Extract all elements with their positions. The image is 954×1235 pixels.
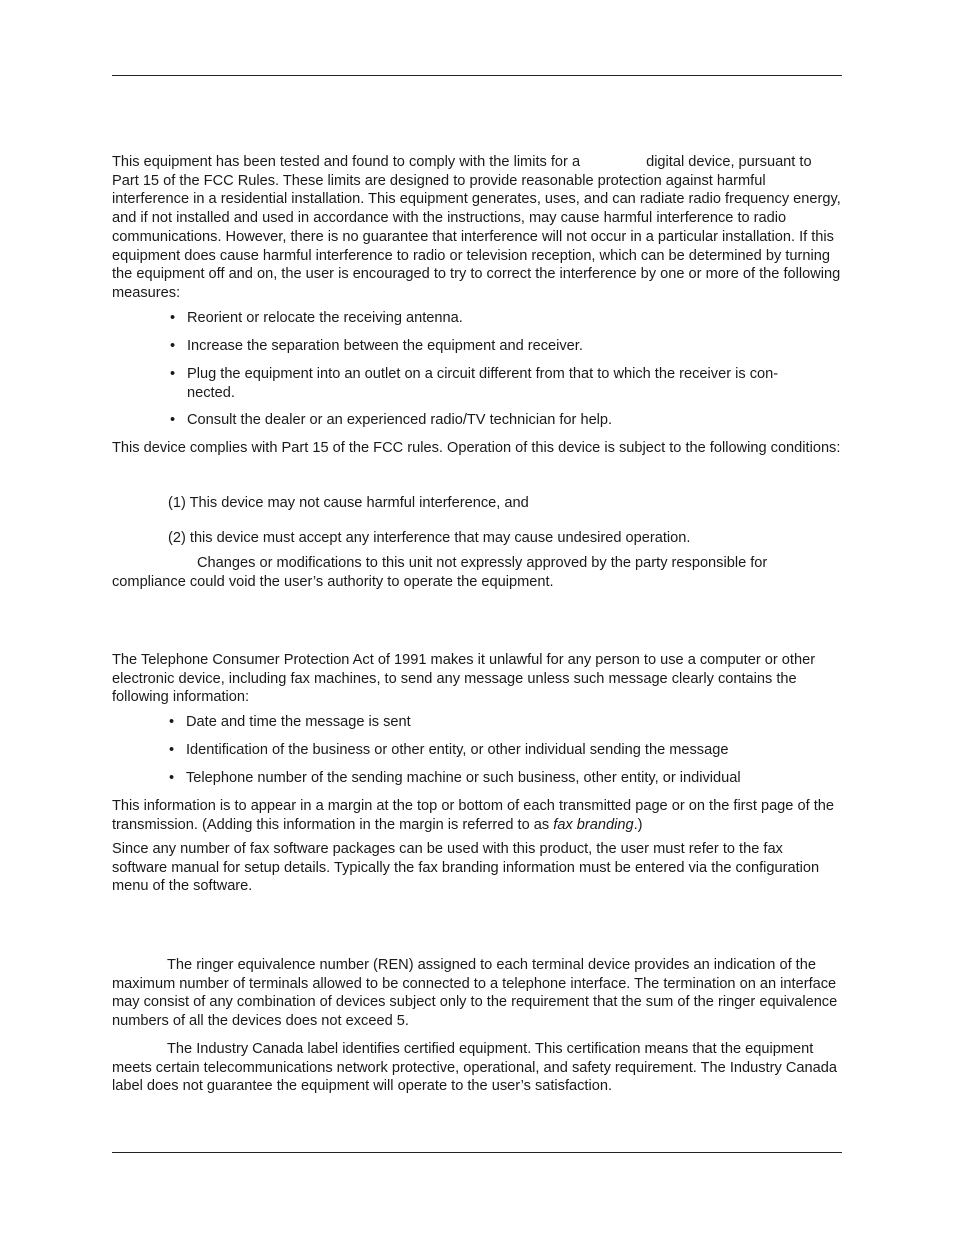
list-item — [169, 713, 829, 732]
header-rule — [112, 75, 842, 76]
tcpa-margin-paragraph — [112, 797, 842, 834]
list-item — [170, 337, 830, 356]
bullet-icon: • — [170, 310, 176, 326]
fax-branding-term: fax branding — [553, 816, 634, 833]
list-item — [170, 411, 830, 430]
list-item — [170, 365, 830, 402]
canada-ren-text: The ringer equivalence number (REN) assigned to each terminal device provides an indication of the maximum number of terminals allowed to be connected to a telephone interface. The termination on an interface may consist of any combination of devices subject only to the requirement that the sum of the ringer equivalence numbers of all the devices does not exceed 5. — [112, 957, 838, 1030]
canada-label-text: The Industry Canada label identifies certified equipment. This certification means that the equipment meets certain telecommunications network protective, operational, and safety requirement. The Industry Canada label does not guarantee the equipment will operate to the user’s satisfaction. — [112, 1041, 837, 1095]
fcc-intro-text-start: This equipment has been tested and found to comply with the limits for a — [112, 154, 581, 170]
list-item-text: Consult the dealer or an experienced radio/TV technician for help. — [187, 412, 613, 428]
list-item-text: Plug the equipment into an outlet on a circuit different from that to which the receiver is con-nected. — [187, 366, 779, 401]
list-item-text: Reorient or relocate the receiving antenna. — [187, 310, 463, 326]
canada-ren-paragraph — [112, 956, 842, 1031]
fcc-intro-paragraph — [112, 153, 842, 303]
list-item-text: Identification of the business or other entity, or other individual sending the message — [186, 742, 729, 758]
fcc-condition-2: (2) this device must accept any interference that may cause undesired operation. — [168, 530, 691, 546]
footer-rule — [112, 1152, 842, 1153]
list-item — [170, 309, 830, 328]
list-item — [169, 769, 829, 788]
tcpa-margin-text: This information is to appear in a margin at the top or bottom of each transmitted page or on the first page of the transmission. (Adding this information in the margin is referred to as — [112, 798, 834, 833]
list-item — [169, 741, 829, 760]
bullet-icon: • — [170, 366, 176, 382]
bullet-icon: • — [170, 412, 176, 428]
fcc-intro-text-end: digital device, pursuant to Part 15 of the FCC Rules. These limits are designed to provide reasonable protection against harmful interference in a residential installation. This equipment generates, uses, and can radiate radio frequency energy, and if not installed and used in accordance with the instructions, may cause harmful interference to radio communications. However, there is no guarantee that interference will not occur in a particular installation. If this equipment does cause harmful interference to radio or television reception, which can be determined by turning the equipment off and on, the user is encouraged to try to correct the interference by one or more of the following measures: — [112, 154, 841, 301]
tcpa-intro-paragraph: The Telephone Consumer Protection Act of 1991 makes it unlawful for any person to use a computer or other electronic device, including fax machines, to send any message unless such message clearly contains the following information: — [112, 652, 816, 706]
list-item-text: Telephone number of the sending machine or such business, other entity, or individual — [186, 770, 741, 786]
bullet-icon: • — [169, 770, 175, 786]
fcc-changes-paragraph — [112, 554, 842, 591]
list-item-text: Date and time the message is sent — [186, 714, 411, 730]
fcc-changes-text: Changes or modifications to this unit not expressly approved by the party responsible for compliance could void the user’s authority to operate the equipment. — [112, 555, 768, 590]
bullet-icon: • — [169, 742, 175, 758]
canada-label-paragraph — [112, 1040, 842, 1096]
bullet-icon: • — [169, 714, 175, 730]
tcpa-margin-text-end: .) — [633, 816, 643, 833]
tcpa-software-paragraph: Since any number of fax software packages can be used with this product, the user must refer to the fax software manual for setup details. Typically the fax branding information must be entered via the configuration menu of the software. — [112, 841, 820, 895]
fcc-compliance-paragraph: This device complies with Part 15 of the FCC rules. Operation of this device is subject to the following conditions: — [112, 440, 841, 456]
bullet-icon: • — [170, 338, 176, 354]
list-item-text: Increase the separation between the equipment and receiver. — [187, 338, 583, 354]
fcc-condition-1: (1) This device may not cause harmful interference, and — [168, 495, 529, 511]
